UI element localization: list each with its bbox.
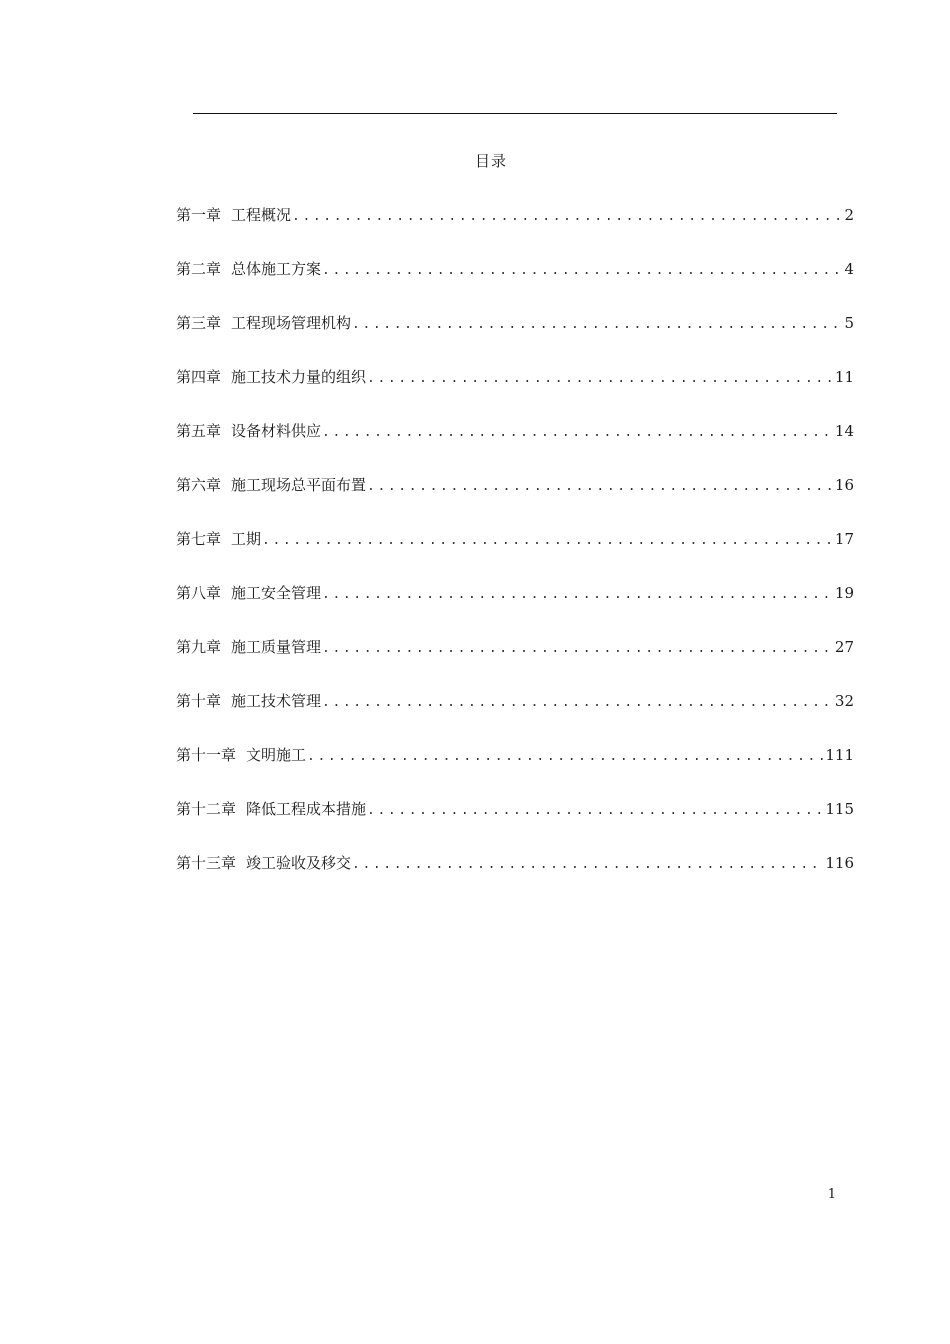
toc-chapter-number: 第八章 [176, 584, 222, 602]
toc-chapter-number: 第五章 [176, 422, 222, 440]
toc-chapter-title: 施工质量管理 [231, 638, 322, 656]
toc-page-ref: 19 [834, 584, 854, 602]
toc-entry[interactable] [176, 688, 854, 742]
toc-chapter-title: 竣工验收及移交 [246, 854, 352, 872]
toc-page-ref: 4 [844, 260, 854, 278]
toc-entry[interactable] [176, 472, 854, 526]
toc-chapter-number: 第十三章 [176, 854, 237, 872]
toc-page-ref: 16 [834, 476, 854, 494]
toc-entry[interactable] [176, 796, 854, 850]
toc-page-ref: 11 [834, 368, 854, 386]
toc-entry[interactable] [176, 202, 854, 256]
toc-chapter-title: 工程现场管理机构 [231, 314, 352, 332]
toc-chapter-number: 第九章 [176, 638, 222, 656]
toc-page-ref: 2 [844, 206, 854, 224]
toc-chapter-title: 施工技术力量的组织 [231, 368, 367, 386]
toc-dot-leader [322, 420, 834, 446]
toc-chapter-title: 降低工程成本措施 [246, 800, 367, 818]
toc-entry[interactable] [176, 256, 854, 310]
toc-entry[interactable] [176, 742, 854, 796]
toc-chapter-title: 总体施工方案 [231, 260, 322, 278]
toc-entry[interactable] [176, 526, 854, 580]
toc-dot-leader [322, 258, 843, 284]
toc-chapter-title: 施工技术管理 [231, 692, 322, 710]
toc-chapter-number: 第三章 [176, 314, 222, 332]
toc-list [176, 202, 854, 904]
toc-chapter-number: 第一章 [176, 206, 222, 224]
toc-chapter-title: 施工安全管理 [231, 584, 322, 602]
toc-chapter-title: 文明施工 [246, 746, 307, 764]
toc-dot-leader [307, 744, 824, 770]
header-rule [193, 113, 837, 114]
toc-dot-leader [322, 690, 834, 716]
toc-dot-leader [292, 204, 843, 230]
toc-dot-leader [352, 312, 843, 338]
toc-title: 目录 [474, 152, 507, 170]
toc-dot-leader [262, 528, 834, 554]
toc-dot-leader [322, 636, 834, 662]
toc-dot-leader [367, 798, 824, 824]
toc-entry[interactable] [176, 310, 854, 364]
toc-page-ref: 116 [825, 854, 854, 872]
toc-dot-leader [367, 474, 834, 500]
toc-chapter-title: 施工现场总平面布置 [231, 476, 367, 494]
toc-chapter-number: 第十章 [176, 692, 222, 710]
toc-page-ref: 5 [844, 314, 854, 332]
toc-page-ref: 27 [834, 638, 854, 656]
toc-page-ref: 32 [834, 692, 854, 710]
toc-entry[interactable] [176, 580, 854, 634]
toc-page-ref: 115 [825, 800, 854, 818]
toc-chapter-title: 工期 [231, 530, 262, 548]
toc-page-ref: 17 [834, 530, 854, 548]
toc-entry[interactable] [176, 634, 854, 688]
toc-entry[interactable] [176, 418, 854, 472]
toc-page-ref: 14 [834, 422, 854, 440]
toc-chapter-number: 第七章 [176, 530, 222, 548]
toc-entry[interactable] [176, 364, 854, 418]
toc-chapter-number: 第二章 [176, 260, 222, 278]
toc-chapter-number: 第四章 [176, 368, 222, 386]
toc-chapter-number: 第十二章 [176, 800, 237, 818]
page-number: 1 [827, 1187, 836, 1202]
toc-chapter-number: 第六章 [176, 476, 222, 494]
toc-dot-leader [352, 852, 824, 878]
toc-chapter-title: 设备材料供应 [231, 422, 322, 440]
toc-page-ref: 111 [825, 746, 854, 764]
toc-dot-leader [322, 582, 834, 608]
toc-chapter-title: 工程概况 [231, 206, 292, 224]
toc-entry[interactable] [176, 850, 854, 904]
toc-chapter-number: 第十一章 [176, 746, 237, 764]
toc-dot-leader [367, 366, 834, 392]
